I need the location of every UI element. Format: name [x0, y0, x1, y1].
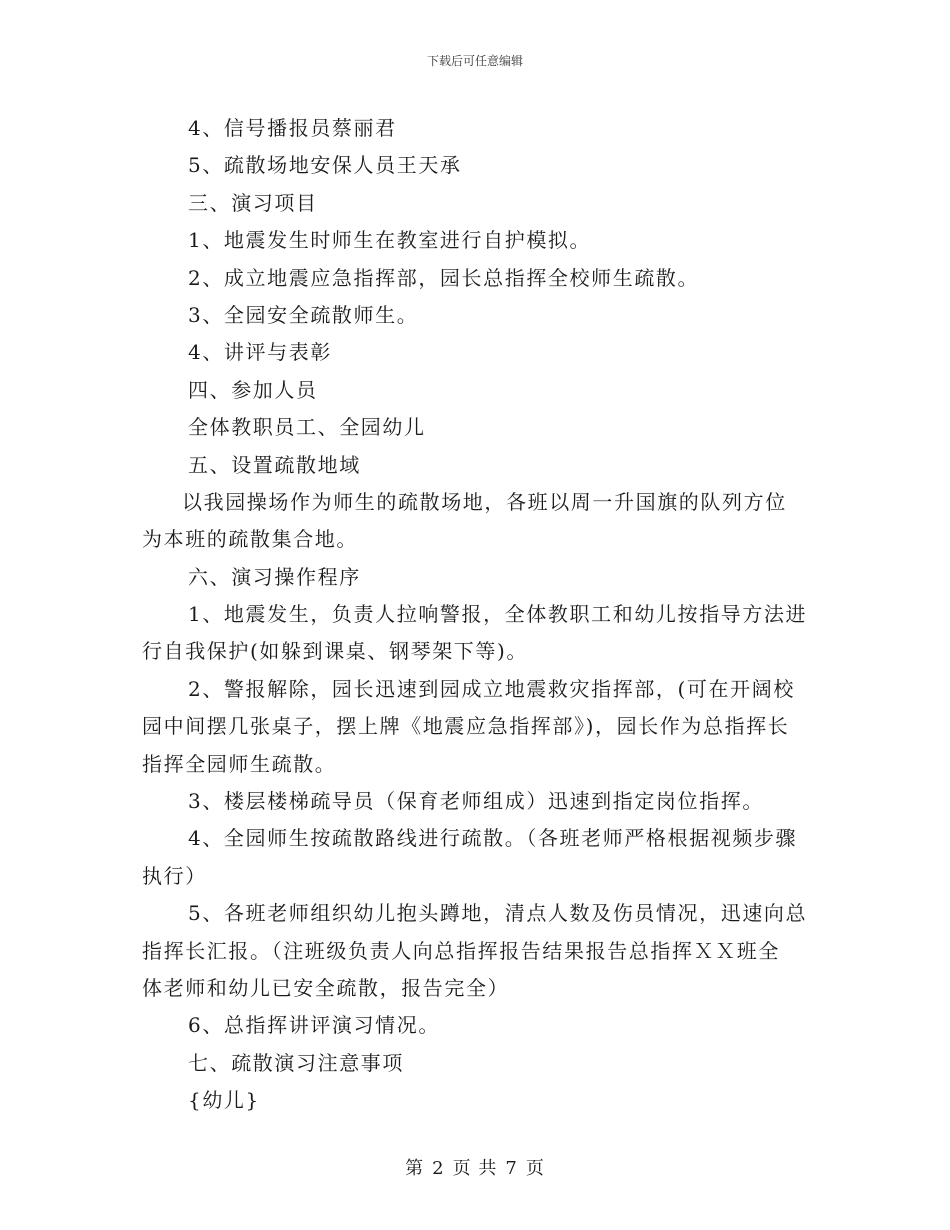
text-line: 行自我保护(如躲到课桌、钢琴架下等)。 — [142, 639, 529, 664]
text-line: 2、警报解除，园长迅速到园成立地震救灾指挥部，(可在开阔校 — [188, 676, 795, 701]
document-body — [142, 110, 812, 1120]
text-line: 2、成立地震应急指挥部，园长总指挥全校师生疏散。 — [188, 265, 700, 290]
text-line: 4、讲评与表彰 — [188, 340, 332, 365]
page-label-pre: 第 — [405, 1158, 425, 1179]
page-current: 2 — [432, 1158, 445, 1179]
text-line: {幼儿} — [188, 1088, 260, 1113]
text-line: 三、演习项目 — [188, 190, 318, 215]
page-label-post: 页 — [525, 1158, 545, 1179]
text-line: 园中间摆几张桌子，摆上牌《地震应急指挥部》)，园长作为总指挥长 — [142, 714, 790, 739]
text-line: 执行） — [142, 863, 207, 888]
text-line: 5、疏散场地安保人员王天承 — [188, 153, 462, 178]
text-line: 五、设置疏散地域 — [188, 452, 361, 477]
text-line: 5、各班老师组织幼儿抱头蹲地，清点人数及伤员情况，迅速向总 — [188, 901, 808, 926]
page-footer — [0, 1154, 950, 1180]
text-line: 七、疏散演习注意事项 — [188, 1050, 404, 1075]
text-line: 指挥长汇报。（注班级负责人向总指挥报告结果报告总指挥ＸＸ班全 — [142, 938, 780, 963]
text-line: 3、楼层楼梯疏导员（保育老师组成）迅速到指定岗位指挥。 — [188, 789, 764, 814]
text-line: 以我园操场作为师生的疏散场地，各班以周一升国旗的队列方位 — [182, 489, 787, 514]
page-header: 下载后可任意编辑 — [426, 54, 523, 68]
page-label-mid: 页 共 — [452, 1158, 498, 1179]
text-line: 1、地震发生，负责人拉响警报，全体教职工和幼儿按指导方法进 — [188, 602, 808, 627]
text-line: 4、信号播报员蔡丽君 — [188, 116, 397, 140]
text-line: 体老师和幼儿已安全疏散，报告完全） — [142, 975, 510, 1000]
text-line: 为本班的疏散集合地。 — [142, 527, 358, 552]
text-line: 指挥全园师生疏散。 — [142, 751, 337, 776]
text-line: 4、全园师生按疏散路线进行疏散。（各班老师严格根据视频步骤 — [188, 826, 798, 851]
page-total: 7 — [505, 1158, 518, 1179]
text-line: 四、参加人员 — [188, 377, 318, 402]
text-line: 3、全园安全疏散师生。 — [188, 302, 419, 327]
text-line: 全体教职员工、全园幼儿 — [188, 415, 426, 440]
text-line: 六、演习操作程序 — [188, 564, 361, 589]
text-line: 1、地震发生时师生在教室进行自护模拟。 — [188, 228, 592, 253]
text-line: 6、总指挥讲评演习情况。 — [188, 1013, 440, 1038]
